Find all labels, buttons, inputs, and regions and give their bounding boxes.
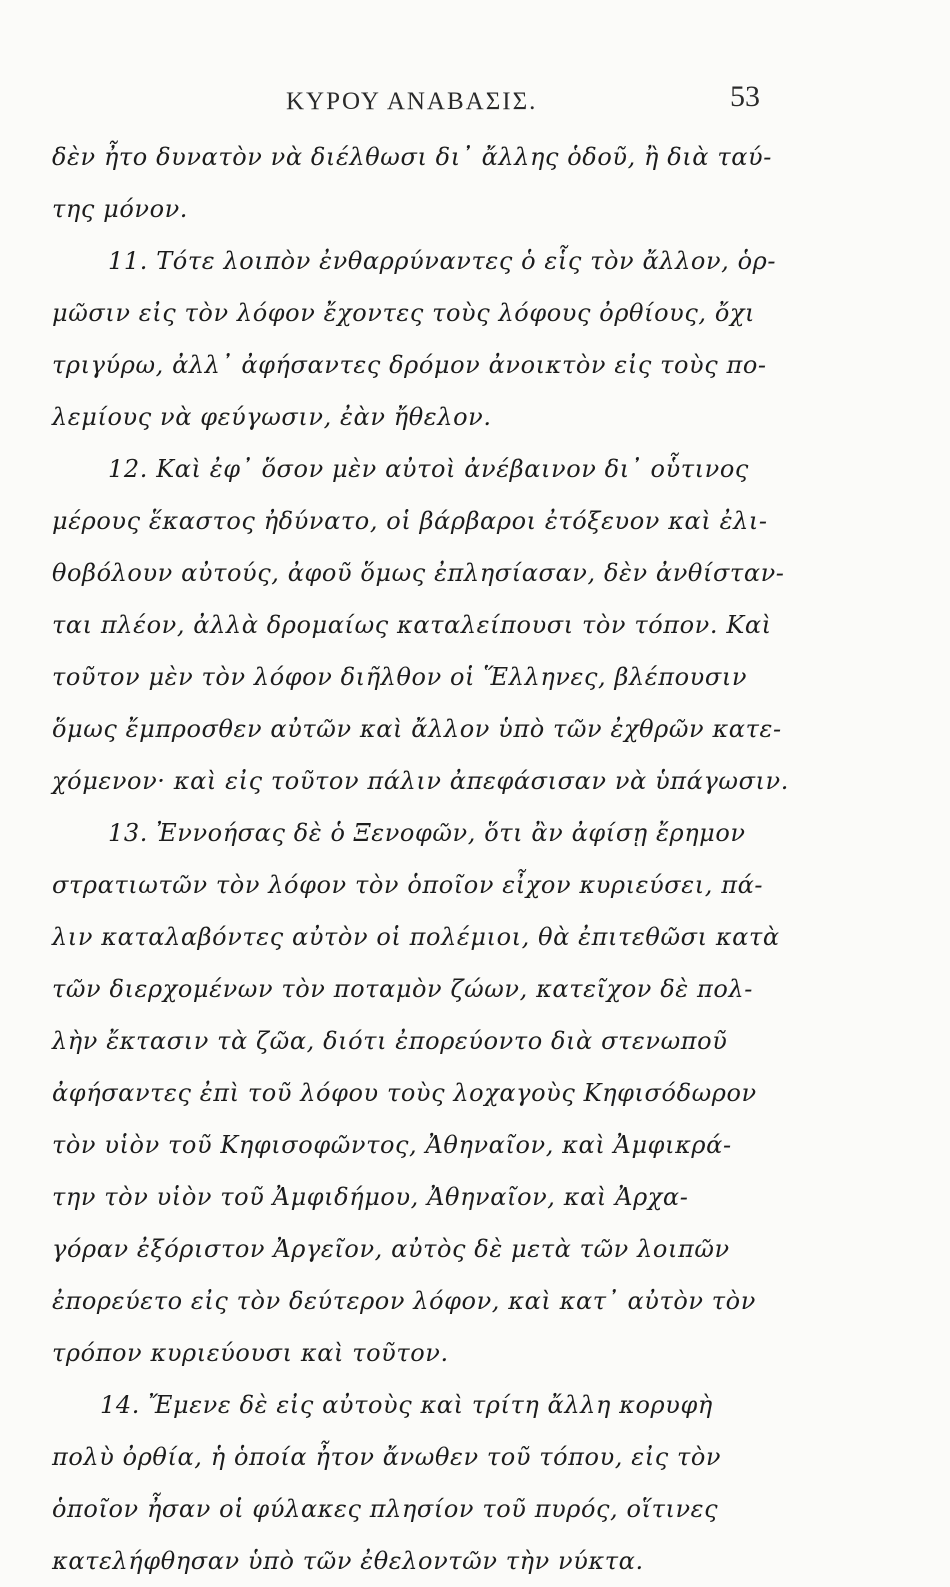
running-head: ΚΥΡΟΥ ΑΝΑΒΑΣΙΣ.	[286, 88, 538, 115]
text-line: της μόνον.	[52, 195, 189, 223]
paragraph-14-start: 14. Ἔμενε δὲ εἰς αὐτοὺς καὶ τρίτη ἄλλη κορυφὴ	[100, 1391, 713, 1419]
text-line: πολὺ ὀρθία, ἡ ὁποία ἦτον ἄνωθεν τοῦ τόπου, εἰς τὸν	[52, 1443, 722, 1471]
text-line: στρατιωτῶν τὸν λόφον τὸν ὁποῖον εἶχον κυριεύσει, πά-	[52, 871, 764, 899]
text-line: τρόπον κυριεύουσι καὶ τοῦτον.	[52, 1339, 449, 1367]
text-line: ἀφήσαντες ἐπὶ τοῦ λόφου τοὺς λοχαγοὺς Κηφισόδωρον	[52, 1079, 757, 1107]
text-line: λεμίους νὰ φεύγωσιν, ἐὰν ἤθελον.	[52, 403, 492, 431]
text-line: ἐπορεύετο εἰς τὸν δεύτερον λόφον, καὶ κατ᾿ αὐτὸν τὸν	[52, 1287, 756, 1315]
text-line: τοῦτον μὲν τὸν λόφον διῆλθον οἱ Ἕλληνες, βλέπουσιν	[52, 663, 748, 691]
text-line: τὸν υἱὸν τοῦ Κηφισοφῶντος, Ἀθηναῖον, καὶ Ἀμφικρά-	[52, 1131, 732, 1159]
text-line: μῶσιν εἰς τὸν λόφον ἔχοντες τοὺς λόφους ὀρθίους, ὄχι	[52, 299, 756, 327]
text-line: γόραν ἐξόριστον Ἀργεῖον, αὐτὸς δὲ μετὰ τῶν λοιπῶν	[52, 1235, 730, 1263]
text-line: κατελήφθησαν ὑπὸ τῶν ἐθελοντῶν τὴν νύκτα.	[52, 1547, 644, 1575]
text-line: τῶν διερχομένων τὸν ποταμὸν ζώων, κατεῖχον δὲ πολ-	[52, 975, 753, 1003]
text-line: λιν καταλαβόντες αὐτὸν οἱ πολέμιοι, θὰ ἐπιτεθῶσι κατὰ	[52, 923, 780, 951]
text-line: μέρους ἕκαστος ἠδύνατο, οἱ βάρβαροι ἐτόξευον καὶ ἐλι-	[52, 507, 768, 535]
text-line: ται πλέον, ἀλλὰ δρομαίως καταλείπουσι τὸν τόπον. Καὶ	[52, 611, 772, 639]
paragraph-11-start: 11. Τότε λοιπὸν ἐνθαρρύναντες ὁ εἷς τὸν ἄλλον, ὁρ-	[108, 247, 777, 275]
text-line: λὴν ἔκτασιν τὰ ζῶα, διότι ἐπορεύοντο διὰ στενωποῦ	[52, 1027, 728, 1055]
text-line: την τὸν υἱὸν τοῦ Ἀμφιδήμου, Ἀθηναῖον, καὶ Ἀρχα-	[52, 1183, 689, 1211]
text-line: τριγύρω, ἀλλ᾿ ἀφήσαντες δρόμον ἀνοικτὸν εἰς τοὺς πο-	[52, 351, 767, 379]
text-line: χόμενον· καὶ εἰς τοῦτον πάλιν ἀπεφάσισαν νὰ ὑπάγωσιν.	[52, 767, 789, 795]
text-line: ὅμως ἔμπροσθεν αὐτῶν καὶ ἄλλον ὑπὸ τῶν ἐχθρῶν κατε-	[52, 715, 782, 743]
text-line: ὁποῖον ἦσαν οἱ φύλακες πλησίον τοῦ πυρός, οἵτινες	[52, 1495, 719, 1523]
body-text	[52, 131, 812, 1587]
paragraph-13-start: 13. Ἐννοήσας δὲ ὁ Ξενοφῶν, ὅτι ἂν ἀφίσῃ ἔρημον	[108, 819, 746, 847]
text-line: θοβόλουν αὐτούς, ἀφοῦ ὅμως ἐπλησίασαν, δὲν ἀνθίσταν-	[52, 559, 785, 587]
text-line: δὲν ἦτο δυνατὸν νὰ διέλθωσι δι᾿ ἄλλης ὁδοῦ, ἢ διὰ ταύ-	[52, 143, 772, 171]
paragraph-12-start: 12. Καὶ ἐφ᾿ ὅσον μὲν αὐτοὶ ἀνέβαινον δι᾿ οὗτινος	[108, 455, 749, 483]
page-number: 53	[730, 80, 760, 113]
